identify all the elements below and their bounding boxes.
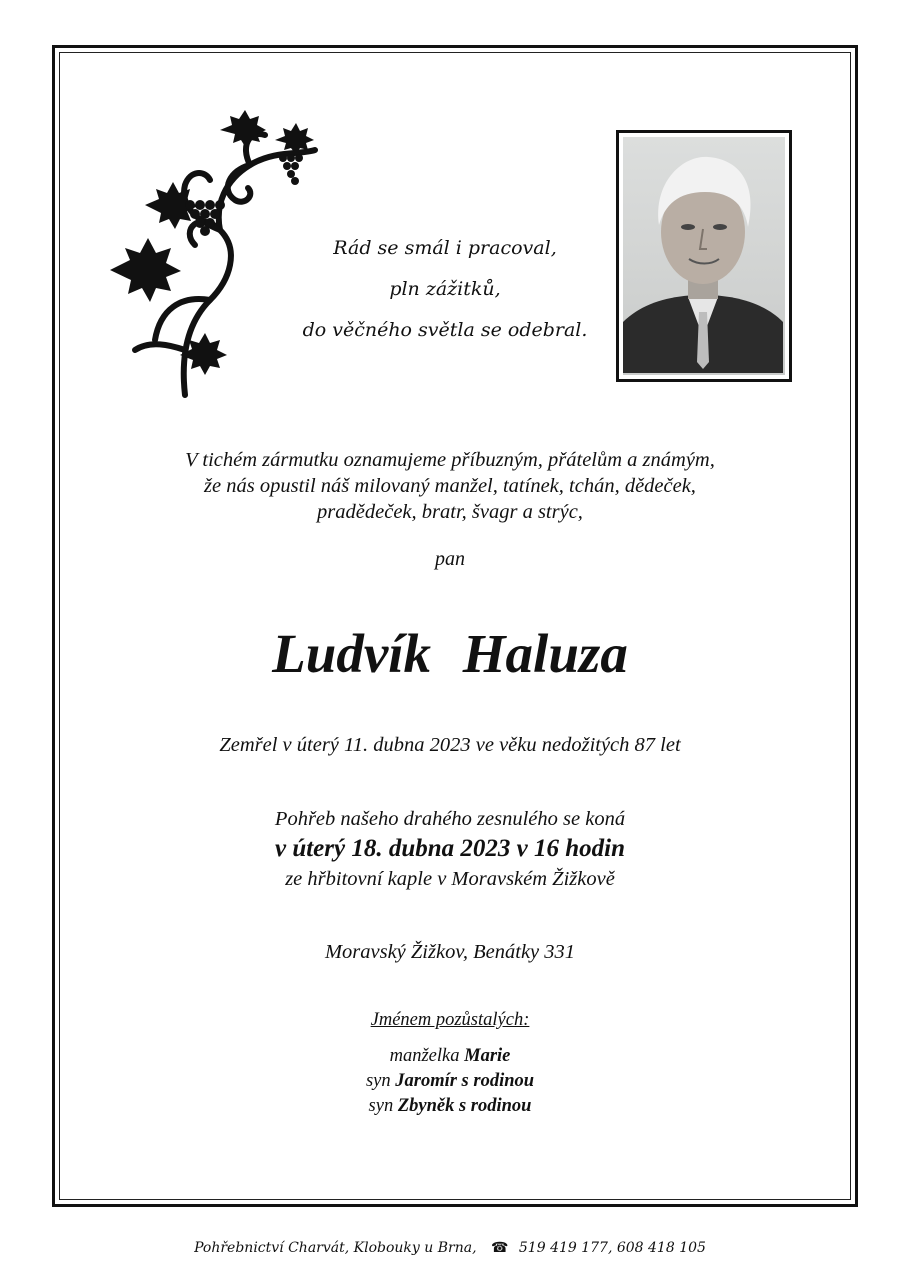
deceased-name [100, 622, 800, 685]
survivor-item [100, 1069, 800, 1094]
survivor-relation: syn [368, 1096, 394, 1116]
announcement-line: že nás opustil náš milovaný manžel, tatínek, tchán, dědeček, [204, 475, 696, 497]
survivors-heading [100, 1010, 800, 1031]
announcement-line: V tichém zármutku oznamujeme příbuzným, přátelům a známým, [185, 449, 715, 471]
phone-icon: ☎ [490, 1240, 509, 1256]
deceased-last-name: Haluza [462, 623, 628, 684]
verse-line: Rád se smál i pracoval, [333, 237, 557, 259]
funeral-place: ze hřbitovní kaple v Moravském Žižkově [285, 868, 615, 890]
survivor-item [100, 1044, 800, 1069]
announcement [100, 447, 800, 525]
funeral-company: Pohřebnictví Charvát, Klobouky u Brna, [194, 1240, 477, 1256]
verse-line: pln zážitků, [389, 278, 501, 300]
survivor-item [100, 1094, 800, 1119]
death-info: Zemřel v úterý 11. dubna 2023 ve věku nedožitých 87 let [219, 734, 681, 756]
survivor-name: Marie [464, 1046, 511, 1066]
address: Moravský Žižkov, Benátky 331 [324, 941, 576, 963]
survivors-list [100, 1044, 800, 1119]
phone-numbers: 519 419 177, 608 418 105 [518, 1240, 706, 1256]
footer [100, 1240, 800, 1256]
funeral-intro: Pohřeb našeho drahého zesnulého se koná [274, 808, 626, 830]
survivor-relation: manželka [389, 1046, 460, 1066]
survivor-name: Zbyněk s rodinou [397, 1096, 532, 1116]
salutation: pan [435, 548, 465, 570]
announcement-line: pradědeček, bratr, švagr a strýc, [317, 501, 583, 523]
deceased-first-name: Ludvík [272, 623, 432, 684]
funeral-date-time: v úterý 18. dubna 2023 v 16 hodin [274, 835, 626, 862]
portrait-photo [623, 137, 785, 375]
survivor-relation: syn [365, 1071, 391, 1091]
portrait-frame [616, 130, 792, 382]
survivors-heading-text: Jménem pozůstalých: [370, 1010, 530, 1030]
survivor-name: Jaromír s rodinou [395, 1071, 535, 1091]
funeral-info [100, 805, 800, 893]
verse [290, 228, 600, 351]
verse-line: do věčného světla se odebral. [302, 319, 588, 341]
